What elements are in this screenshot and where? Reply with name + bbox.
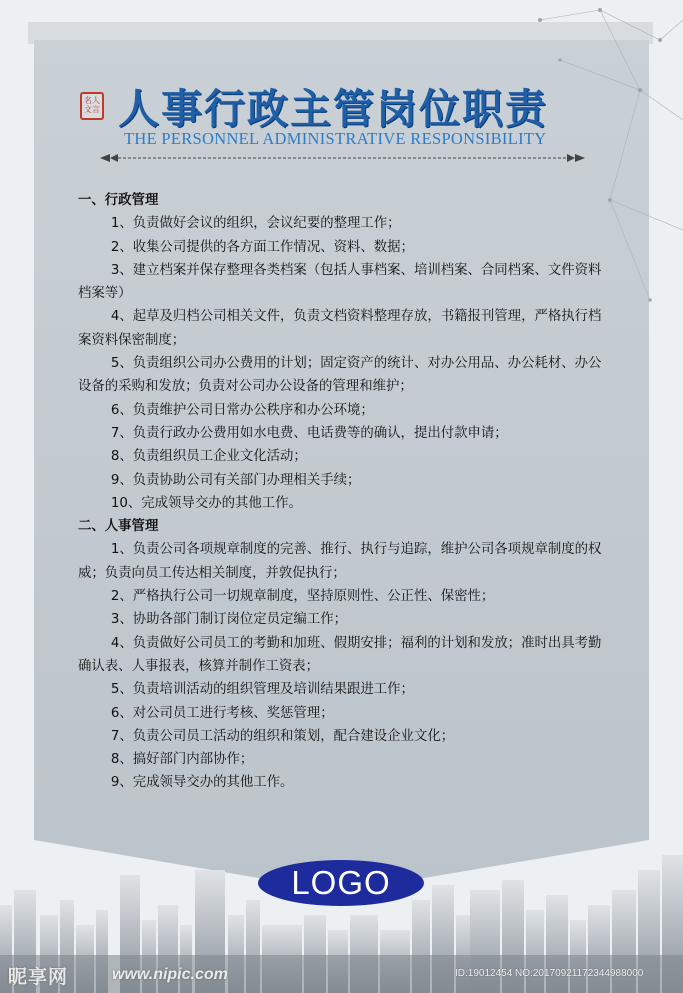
page-title: 人事行政主管岗位职责: [118, 85, 548, 133]
list-item: 3、建立档案并保存整理各类档案（包括人事档案、培训档案、合同档案、文件资料档案等）: [78, 262, 602, 302]
duties-content: [78, 189, 608, 795]
section-heading: 一、行政管理: [78, 193, 159, 208]
list-item: 6、负责维护公司日常办公秩序和办公环境；: [110, 402, 374, 418]
list-item: 2、严格执行公司一切规章制度，坚持原则性、公正性、保密性；: [110, 589, 495, 605]
page-subtitle: THE PERSONNEL ADMINISTRATIVE RESPONSIBILITY: [124, 129, 547, 148]
list-item: 9、完成领导交办的其他工作。: [110, 775, 294, 791]
seal-stamp: 名人文言: [80, 92, 104, 120]
section-heading: 二、人事管理: [78, 519, 159, 535]
list-item: 1、负责公司各项规章制度的完善、推行、执行与追踪，维护公司各项规章制度的权威；负责向员工传达相关制度，并敦促执行；: [78, 542, 602, 581]
list-item: 5、负责培训活动的组织管理及培训结果跟进工作；: [110, 682, 414, 698]
list-item: 4、负责做好公司员工的考勤和加班、假期安排；福利的计划和发放；准时出具考勤确认表、人事报表，核算并制作工资表；: [78, 635, 602, 674]
list-item: 9、负责协助公司有关部门办理相关手续；: [110, 472, 361, 488]
watermark-id: ID:19012454 NO:20170921172344988000: [455, 968, 644, 979]
list-item: 5、负责组织公司办公费用的计划；固定资产的统计、对办公用品、办公耗材、办公设备的采购和发放；负责对公司办公设备的管理和维护；: [78, 356, 602, 395]
watermark-brand: 昵享网: [8, 966, 69, 988]
list-item: 1、负责做好会议的组织，会议纪要的整理工作；: [110, 216, 401, 232]
list-item: 10、完成领导交办的其他工作。: [110, 495, 302, 511]
section-admin: [78, 189, 608, 515]
list-item: 6、对公司员工进行考核、奖惩管理；: [110, 705, 334, 721]
list-item: 7、负责行政办公费用如水电费、电话费等的确认，提出付款申请；: [110, 425, 508, 441]
section-hr: [78, 515, 608, 795]
list-item: 8、搞好部门内部协作；: [110, 752, 254, 768]
list-item: 2、收集公司提供的各方面工作情况、资料、数据；: [110, 239, 414, 255]
watermark-url: www.nipic.com: [112, 966, 228, 983]
list-item: 4、起草及归档公司相关文件，负责文档资料整理存放，书籍报刊管理，严格执行档案资料保密制度；: [78, 309, 602, 348]
list-item: 8、负责组织员工企业文化活动；: [110, 449, 307, 465]
logo-badge: LOGO: [258, 860, 424, 906]
list-item: 7、负责公司员工活动的组织和策划，配合建设企业文化；: [110, 728, 455, 744]
list-item: 3、协助各部门制订岗位定员定编工作；: [110, 612, 347, 628]
